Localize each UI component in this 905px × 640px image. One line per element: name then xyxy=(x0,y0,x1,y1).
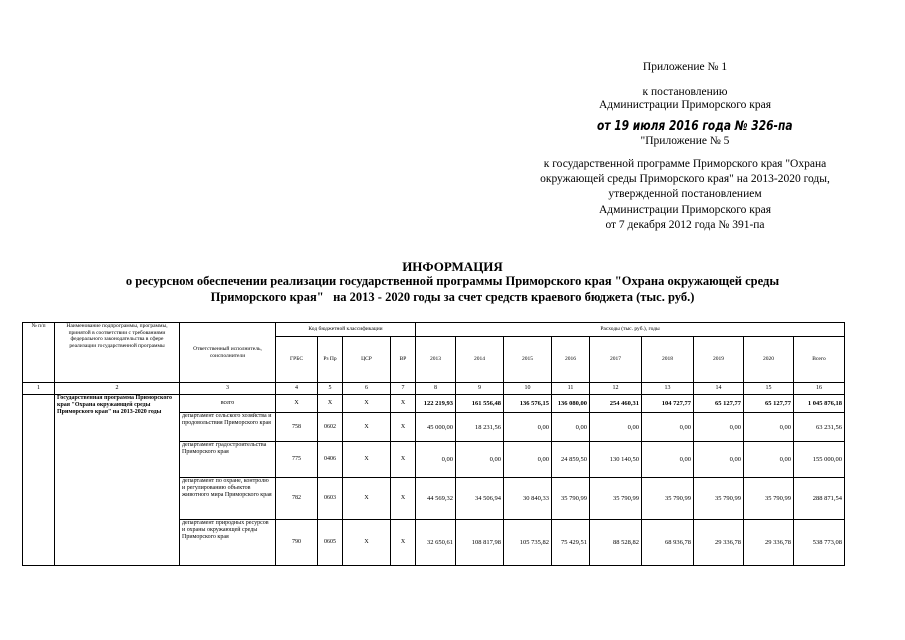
to-program-line2: окружающей среды Приморского края" на 2013-2020 годы, xyxy=(540,173,830,185)
approved-label: утвержденной постановлением xyxy=(608,188,762,200)
value-cell: 254 460,31 xyxy=(590,395,642,413)
col-name-header: Наименование подпрограммы, программы, принятой в соответствии с требованиями федерального законодательства в сфере реализации государственной программы xyxy=(55,323,180,383)
program-date: от 7 декабря 2012 года № 391-па xyxy=(605,219,765,231)
col-year-header: 2019 xyxy=(694,337,744,383)
col-year-header: 2018 xyxy=(642,337,694,383)
value-cell: 0,00 xyxy=(504,413,552,442)
col-number: 6 xyxy=(343,383,391,395)
col-number: 3 xyxy=(180,383,276,395)
col-year-header: 2016 xyxy=(552,337,590,383)
value-cell: 18 231,56 xyxy=(456,413,504,442)
total-cell: 538 773,08 xyxy=(794,520,845,566)
csr-cell: Х xyxy=(343,520,391,566)
administration2-label: Администрации Приморского края xyxy=(599,204,771,216)
doc-title: ИНФОРМАЦИЯ xyxy=(402,259,503,274)
col-year-header: 2017 xyxy=(590,337,642,383)
col-vr-header: ВР xyxy=(391,337,416,383)
rzpr-cell: 0602 xyxy=(318,413,343,442)
value-cell: 35 790,99 xyxy=(590,478,642,520)
appendix-5-label: "Приложение № 5 xyxy=(640,135,730,147)
doc-subtitle-line1: о ресурсном обеспечении реализации государственной программы Приморского края "Охрана окружающей среды xyxy=(125,274,780,288)
value-cell: 35 790,99 xyxy=(552,478,590,520)
value-cell: 0,00 xyxy=(744,413,794,442)
col-resp-header: Ответственный исполнитель, соисполнители xyxy=(180,323,276,383)
col-year-header: 2015 xyxy=(504,337,552,383)
col-number: 15 xyxy=(744,383,794,395)
value-cell: 0,00 xyxy=(694,442,744,478)
value-cell: 30 840,33 xyxy=(504,478,552,520)
resp-cell: всего xyxy=(180,395,276,413)
col-number: 14 xyxy=(694,383,744,395)
value-cell: 104 727,77 xyxy=(642,395,694,413)
column-numbers-row xyxy=(23,383,845,395)
col-number: 1 xyxy=(23,383,55,395)
total-cell: 155 000,00 xyxy=(794,442,845,478)
value-cell: 0,00 xyxy=(416,442,456,478)
rzpr-cell: 0406 xyxy=(318,442,343,478)
value-cell: 0,00 xyxy=(642,413,694,442)
vr-cell: Х xyxy=(391,395,416,413)
value-cell: 24 859,50 xyxy=(552,442,590,478)
total-cell: 288 871,54 xyxy=(794,478,845,520)
col-expenses-header: Расходы (тыс. руб.), годы xyxy=(416,323,845,337)
value-cell: 35 790,99 xyxy=(642,478,694,520)
resp-cell: департамент сельского хозяйства и продовольствия Приморского края xyxy=(180,413,276,442)
col-year-header: 2020 xyxy=(744,337,794,383)
grbs-cell: 758 xyxy=(276,413,318,442)
value-cell: 0,00 xyxy=(694,413,744,442)
col-number: 2 xyxy=(55,383,180,395)
administration-label: Администрации Приморского края xyxy=(599,99,771,111)
col-grbs-header: ГРБС xyxy=(276,337,318,383)
vr-cell: Х xyxy=(391,413,416,442)
col-year-header: 2014 xyxy=(456,337,504,383)
value-cell: 136 576,15 xyxy=(504,395,552,413)
value-cell: 29 336,78 xyxy=(694,520,744,566)
resp-cell: департамент по охране, контролю и регулированию объектов животного мира Приморского края xyxy=(180,478,276,520)
rzpr-cell: 0605 xyxy=(318,520,343,566)
col-total-header: Всего xyxy=(794,337,845,383)
total-cell: 63 231,56 xyxy=(794,413,845,442)
grbs-cell: Х xyxy=(276,395,318,413)
value-cell: 136 080,00 xyxy=(552,395,590,413)
value-cell: 0,00 xyxy=(744,442,794,478)
csr-cell: Х xyxy=(343,395,391,413)
value-cell: 44 569,32 xyxy=(416,478,456,520)
value-cell: 0,00 xyxy=(456,442,504,478)
rzpr-cell: Х xyxy=(318,395,343,413)
value-cell: 105 735,82 xyxy=(504,520,552,566)
table-row xyxy=(23,395,845,413)
value-cell: 0,00 xyxy=(552,413,590,442)
vr-cell: Х xyxy=(391,520,416,566)
value-cell: 122 219,93 xyxy=(416,395,456,413)
value-cell: 75 429,51 xyxy=(552,520,590,566)
col-year-header: 2013 xyxy=(416,337,456,383)
value-cell: 0,00 xyxy=(590,413,642,442)
value-cell: 88 528,82 xyxy=(590,520,642,566)
grbs-cell: 782 xyxy=(276,478,318,520)
col-rzpr-header: Рз Пр xyxy=(318,337,343,383)
value-cell: 45 000,00 xyxy=(416,413,456,442)
col-number: 10 xyxy=(504,383,552,395)
total-cell: 1 045 876,18 xyxy=(794,395,845,413)
value-cell: 29 336,78 xyxy=(744,520,794,566)
value-cell: 35 790,99 xyxy=(744,478,794,520)
col-number: 5 xyxy=(318,383,343,395)
value-cell: 65 127,77 xyxy=(694,395,744,413)
col-number: 7 xyxy=(391,383,416,395)
csr-cell: Х xyxy=(343,478,391,520)
csr-cell: Х xyxy=(343,442,391,478)
value-cell: 0,00 xyxy=(642,442,694,478)
handwritten-date: от 19 июля 2016 года № 326-па xyxy=(597,119,793,134)
to-program-line1: к государственной программе Приморского края "Охрана xyxy=(543,158,827,170)
value-cell: 32 650,61 xyxy=(416,520,456,566)
col-number: 4 xyxy=(276,383,318,395)
appendix-1-label: Приложение № 1 xyxy=(642,61,728,73)
value-cell: 35 790,99 xyxy=(694,478,744,520)
col-budget-code-header: Код бюджетной классификации xyxy=(276,323,416,337)
col-number: 9 xyxy=(456,383,504,395)
value-cell: 65 127,77 xyxy=(744,395,794,413)
col-number: 12 xyxy=(590,383,642,395)
row-number-cell xyxy=(23,395,55,566)
value-cell: 108 817,98 xyxy=(456,520,504,566)
to-resolution-label: к постановлению xyxy=(642,86,728,98)
value-cell: 161 556,48 xyxy=(456,395,504,413)
value-cell: 34 506,94 xyxy=(456,478,504,520)
col-number: 13 xyxy=(642,383,694,395)
value-cell: 130 140,50 xyxy=(590,442,642,478)
doc-subtitle-line2: Приморского края" на 2013 - 2020 годы за счет средств краевого бюджета (тыс. руб.) xyxy=(210,290,695,304)
col-number: 11 xyxy=(552,383,590,395)
grbs-cell: 775 xyxy=(276,442,318,478)
csr-cell: Х xyxy=(343,413,391,442)
grbs-cell: 790 xyxy=(276,520,318,566)
vr-cell: Х xyxy=(391,442,416,478)
program-name-cell: Государственная программа Приморского края "Охрана окружающей среды Приморского края" на 2013-2020 годы xyxy=(55,395,180,566)
col-number: 16 xyxy=(794,383,845,395)
col-no-header: № п/п xyxy=(23,323,55,383)
resp-cell: департамент природных ресурсов и охраны окружающей среды Приморского края xyxy=(180,520,276,566)
resource-table xyxy=(22,322,845,566)
col-number: 8 xyxy=(416,383,456,395)
vr-cell: Х xyxy=(391,478,416,520)
col-csr-header: ЦСР xyxy=(343,337,391,383)
rzpr-cell: 0603 xyxy=(318,478,343,520)
value-cell: 0,00 xyxy=(504,442,552,478)
resp-cell: департамент градостроительства Приморского края xyxy=(180,442,276,478)
value-cell: 68 936,78 xyxy=(642,520,694,566)
